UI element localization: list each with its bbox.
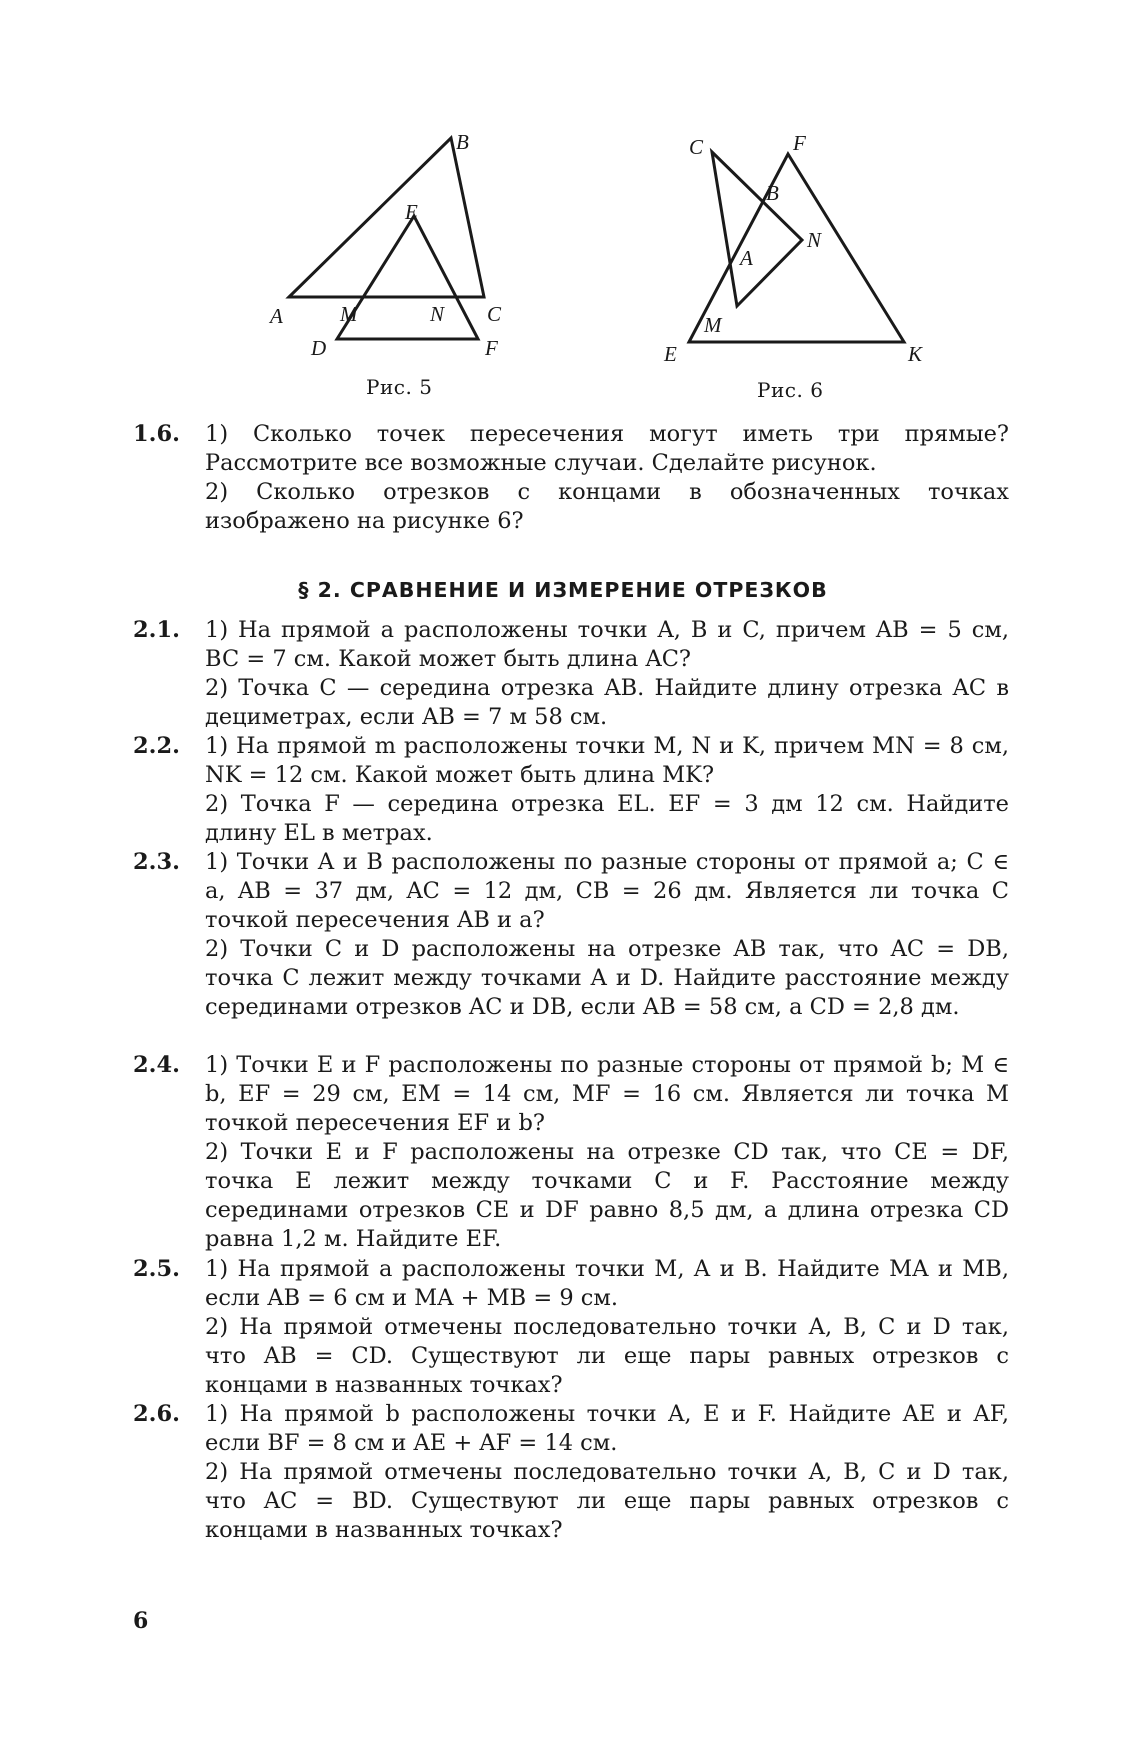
label-d: D [311,336,327,360]
triangle-abc [289,138,484,297]
figure-6 [650,130,940,370]
problem-part: 2) Точки C и D расположены на отрезке AB так, что AC = DB, точка C лежит между точками A и D. Найдите расстояние между серединами отрезков AC и DB, если AB = 58 см, а CD = 2,8 дм. [205,936,1009,1020]
figure-5-caption: Рис. 5 [366,375,433,399]
section-title: § 2. СРАВНЕНИЕ И ИЗМЕРЕНИЕ ОТРЕЗКОВ [298,578,828,602]
problem-part: 2) Точки E и F расположены на отрезке CD так, что CE = DF, точка E лежит между точками C и F. Расстояние между серединами отрезков CE и DF равно 8,5 дм, а длина отрезка CD равна 1,2 м. Найдите EF. [205,1139,1009,1252]
problem-part: 1) На прямой a расположены точки M, A и B. Найдите MA и MB, если AB = 6 см и MA + MB = 9 см. [205,1256,1009,1311]
problem-1-6 [133,420,1009,536]
problem-body [205,616,1009,732]
problem-part: 2) На прямой отмечены последовательно точки A, B, C и D так, что AC = BD. Существуют ли еще пары равных отрезков с концами в названных точках? [205,1459,1009,1543]
problem-2-4 [133,1051,1009,1254]
problem-number: 2.5. [133,1256,180,1282]
label-c: C [689,135,704,159]
problem-body [205,1400,1009,1545]
problem-part: 1) Точки E и F расположены по разные стороны от прямой b; M ∈ b, EF = 29 см, EM = 14 см, MF = 16 см. Является ли точка M точкой пересечения EF и b? [205,1052,1009,1136]
problem-number: 2.6. [133,1401,180,1427]
problem-number: 2.2. [133,733,180,759]
problem-part: 2) На прямой отмечены последовательно точки A, B, C и D так, что AB = CD. Существуют ли еще пары равных отрезков с концами в названных точках? [205,1314,1009,1398]
label-m: M [704,313,722,337]
problem-2-6 [133,1400,1009,1545]
problem-body [205,1255,1009,1400]
label-f: F [793,131,806,155]
label-e: E [664,342,677,366]
problem-number: 2.4. [133,1052,180,1078]
problem-part: 2) Точка C — середина отрезка AB. Найдите длину отрезка AC в дециметрах, если AB = 7 м 58 см. [205,675,1009,730]
label-b: B [766,181,779,205]
problem-number: 1.6. [133,421,180,447]
label-f: F [485,336,498,360]
figure-6-drawing [650,130,940,370]
problem-2-5 [133,1255,1009,1400]
figure-6-caption: Рис. 6 [757,378,824,402]
label-e: E [405,200,418,224]
problem-part: 2) Точка F — середина отрезка EL. EF = 3 дм 12 см. Найдите длину EL в метрах. [205,791,1009,846]
problem-part: 1) Точки A и B расположены по разные стороны от прямой a; C ∈ a, AB = 37 дм, AC = 12 дм, CB = 26 дм. Является ли точка C точкой пересечения AB и a? [205,849,1009,933]
problem-part: 1) На прямой m расположены точки M, N и K, причем MN = 8 см, NK = 12 см. Какой может быть длина MK? [205,733,1009,788]
problem-body [205,848,1009,1022]
problem-body [205,1051,1009,1254]
problem-number: 2.3. [133,849,180,875]
problem-part: 1) На прямой a расположены точки A, B и C, причем AB = 5 см, BC = 7 см. Какой может быть длина AC? [205,617,1009,672]
triangle-def [337,216,478,339]
problem-body [205,420,1009,536]
problem-2-3 [133,848,1009,1022]
label-b: B [456,130,469,154]
problem-number: 2.1. [133,617,180,643]
problem-part: 1) Сколько точек пересечения могут иметь три прямые? Рассмотрите все возможные случаи. Сделайте рисунок. [205,421,1009,476]
label-a: A [740,246,753,270]
problem-2-1 [133,616,1009,732]
problem-part: 1) На прямой b расположены точки A, E и F. Найдите AE и AF, если BF = 8 см и AE + AF = 14 см. [205,1401,1009,1456]
figure-5 [255,128,525,368]
label-m: M [340,302,358,326]
label-k: K [908,342,923,366]
problem-part: 2) Сколько отрезков с концами в обозначенных точках изображено на рисунке 6? [205,479,1009,534]
triangle-cmn [712,152,802,306]
problem-body [205,732,1009,848]
label-c: C [487,302,502,326]
label-a: A [270,304,283,328]
problem-2-2 [133,732,1009,848]
figure-5-drawing [255,128,525,368]
page-number: 6 [133,1608,149,1634]
label-n: N [807,228,822,252]
label-n: N [430,302,445,326]
